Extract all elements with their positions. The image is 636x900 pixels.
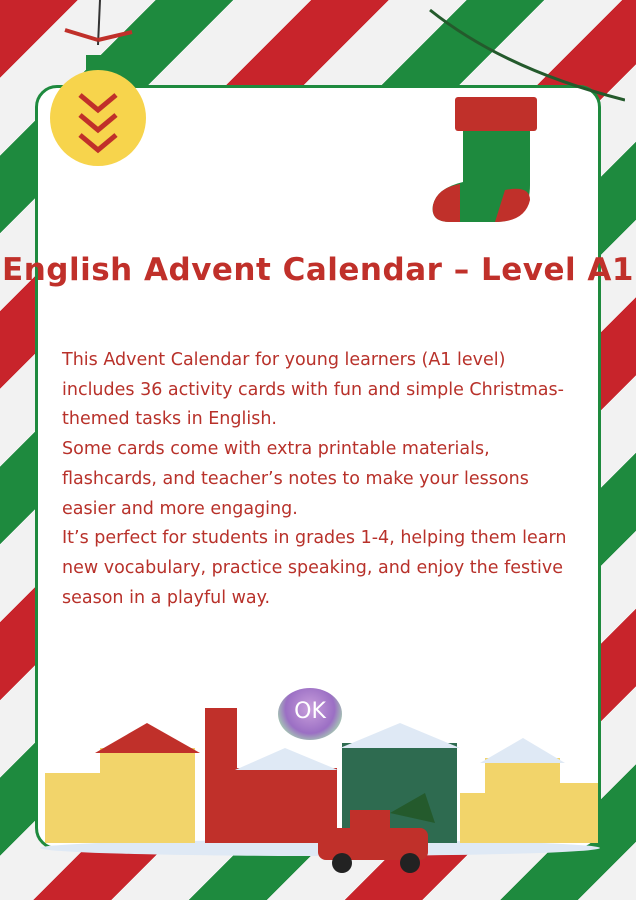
paragraph: Some cards come with extra printable materials, flashcards, and teacher’s notes to make your lessons easier and more engaging.: [62, 439, 529, 519]
ornament-icon: [40, 0, 200, 175]
paragraph: It’s perfect for students in grades 1-4, helping them learn new vocabulary, practice speaking, and enjoy the festive season in a playful way.: [62, 528, 567, 608]
page-title: English Advent Calendar – Level A1: [2, 252, 634, 288]
paragraph: This Advent Calendar for young learners (A1 level) includes 36 activity cards with fun and simple Christmas-themed tasks in English.: [62, 350, 564, 430]
stocking-icon: [425, 0, 625, 230]
description: [62, 346, 582, 613]
houses-illustration: [40, 698, 600, 888]
ok-badge: OK: [278, 688, 342, 740]
